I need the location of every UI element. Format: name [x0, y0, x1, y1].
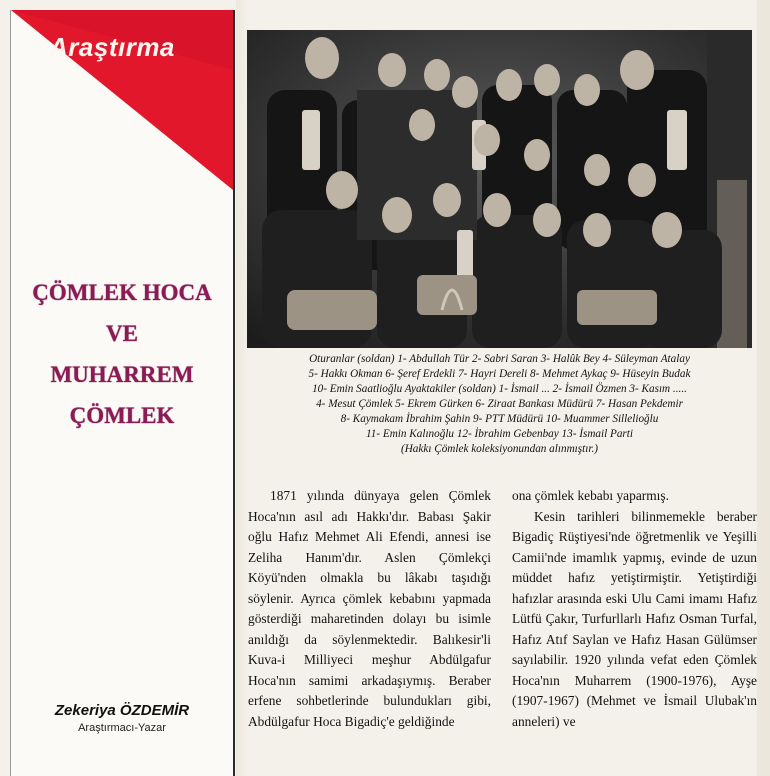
group-photograph [247, 30, 752, 348]
caption-line: 5- Hakkı Okman 6- Şeref Erdekli 7- Hayri Dereli 8- Mehmet Aykaç 9- Hüseyin Budak [308, 368, 691, 380]
caption-line: 8- Kaymakam İbrahim Şahin 9- PTT Müdürü 10- Muammer Sillelioğlu [340, 413, 659, 425]
title-line: MUHARREM [50, 362, 194, 387]
page-edge [757, 0, 770, 776]
section-label: Araştırma [49, 32, 175, 62]
title-line: VE [106, 321, 138, 346]
caption-line: 10- Emin Saatlioğlu Ayaktakiler (soldan) 1- İsmail ... 2- İsmail Özmen 3- Kasım ..... [312, 383, 687, 395]
group-photo-image [247, 30, 752, 348]
body-paragraph: 1871 yılında dünyaya gelen Çömlek Hoca'nın asıl adı Hakkı'dır. Babası Şakir oğlu Hafız Mehmet Ali Efendi, annesi ise Zeliha Hanım'dır. Aslen Çömlekçi Köyü'nden olmakla bu lâkabı taşıdığı söylenir. Ayrıca çömlek kebabını yapmada gösterdiği maharetinden dolayı bu isimle anıldığı da söylenmektedir. Balıkesir'li Kuva-i Milliyeci meşhur Abdülgafur Hoca'nın samimi arkadaşıymış. Beraber erfene sohbetlerinde bulundukları gibi, Abdülgafur Hoca Bigadiç'e geldiğinde [248, 488, 491, 729]
author-block [11, 702, 233, 734]
author-role: Araştırmacı-Yazar [78, 722, 166, 734]
body-paragraph: Kesin tarihleri bilinmemekle beraber Bigadiç Rüştiyesi'nde öğretmenlik ve Yeşilli Camii'nde imamlık yapmış, evinde de uzun müddet hafız yetiştirmiştir. Yetiştirdiği hafızlar arasında eski Ulu Cami imamı Hafız Lütfü Çakır, Turfurllarlı Hafız Osman Turfal, Hafız Atıf Saylan ve Hafız Hasan Gülümser sayılabilir. 1920 yılında vefat eden Çömlek Hoca'nın Muharrem (1900-1976), Ayşe (1907-1967) (Mehmet ve İsmail Ulubak'ın anneleri) ve [512, 508, 757, 729]
caption-line: Oturanlar (soldan) 1- Abdullah Tür 2- Sabri Saran 3- Halûk Bey 4- Süleyman Atalay [309, 353, 690, 365]
body-column-1 [248, 486, 491, 732]
author-name: Zekeriya ÖZDEMİR [54, 702, 190, 719]
photo-caption [247, 352, 752, 457]
sidebar-column [10, 10, 235, 776]
title-line: ÇÖMLEK [69, 403, 175, 428]
body-paragraph-continued: ona çömlek kebabı yaparmış. [512, 488, 669, 503]
body-column-2 [512, 486, 757, 732]
caption-line: 11- Emin Kalınoğlu 12- İbrahim Gebenbay 13- İsmail Parti [365, 428, 634, 440]
title-line: ÇÖMLEK HOCA [32, 280, 212, 305]
caption-line: 4- Mesut Çömlek 5- Ekrem Gürken 6- Ziraat Bankası Müdürü 7- Hasan Pekdemir [316, 398, 683, 410]
article-title [11, 272, 233, 436]
caption-line: (Hakkı Çömlek koleksiyonundan alınmıştır.) [401, 443, 598, 455]
